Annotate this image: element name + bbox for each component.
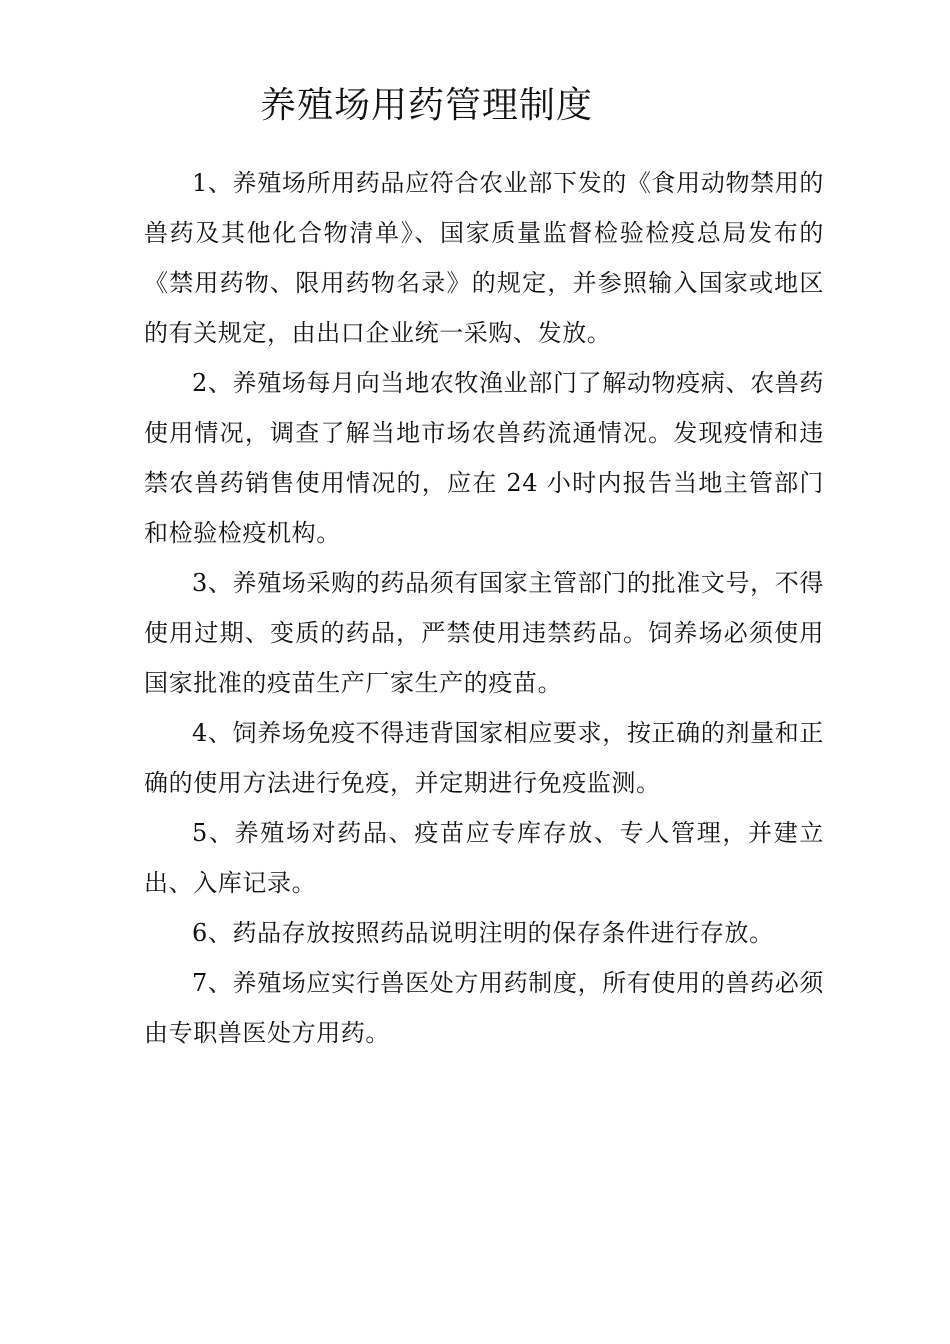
paragraph-7: 7、养殖场应实行兽医处方用药制度，所有使用的兽药必须由专职兽医处方用药。	[144, 969, 824, 1047]
paragraph-1: 1、养殖场所用药品应符合农业部下发的《食用动物禁用的兽药及其他化合物清单》、国家质量监督检验检疫总局发布的《禁用药物、限用药物名录》的规定，并参照输入国家或地区的有关规定，由出口企业统一采购、发放。	[144, 169, 824, 347]
paragraph-2: 2、养殖场每月向当地农牧渔业部门了解动物疫病、农兽药使用情况，调查了解当地市场农兽药流通情况。发现疫情和违禁农兽药销售使用情况的，应在 24 小时内报告当地主管部门和检验检疫机构。	[144, 369, 824, 547]
document-title: 养殖场用药管理制度	[260, 85, 594, 126]
paragraph-6: 6、药品存放按照药品说明注明的保存条件进行存放。	[192, 919, 774, 947]
paragraph-3: 3、养殖场采购的药品须有国家主管部门的批准文号，不得使用过期、变质的药品，严禁使用违禁药品。饲养场必须使用国家批准的疫苗生产厂家生产的疫苗。	[144, 569, 824, 697]
document-body	[144, 158, 824, 1058]
paragraph-5: 5、养殖场对药品、疫苗应专库存放、专人管理，并建立出、入库记录。	[144, 819, 824, 897]
paragraph-4: 4、饲养场免疫不得违背国家相应要求，按正确的剂量和正确的使用方法进行免疫，并定期进行免疫监测。	[144, 719, 824, 797]
